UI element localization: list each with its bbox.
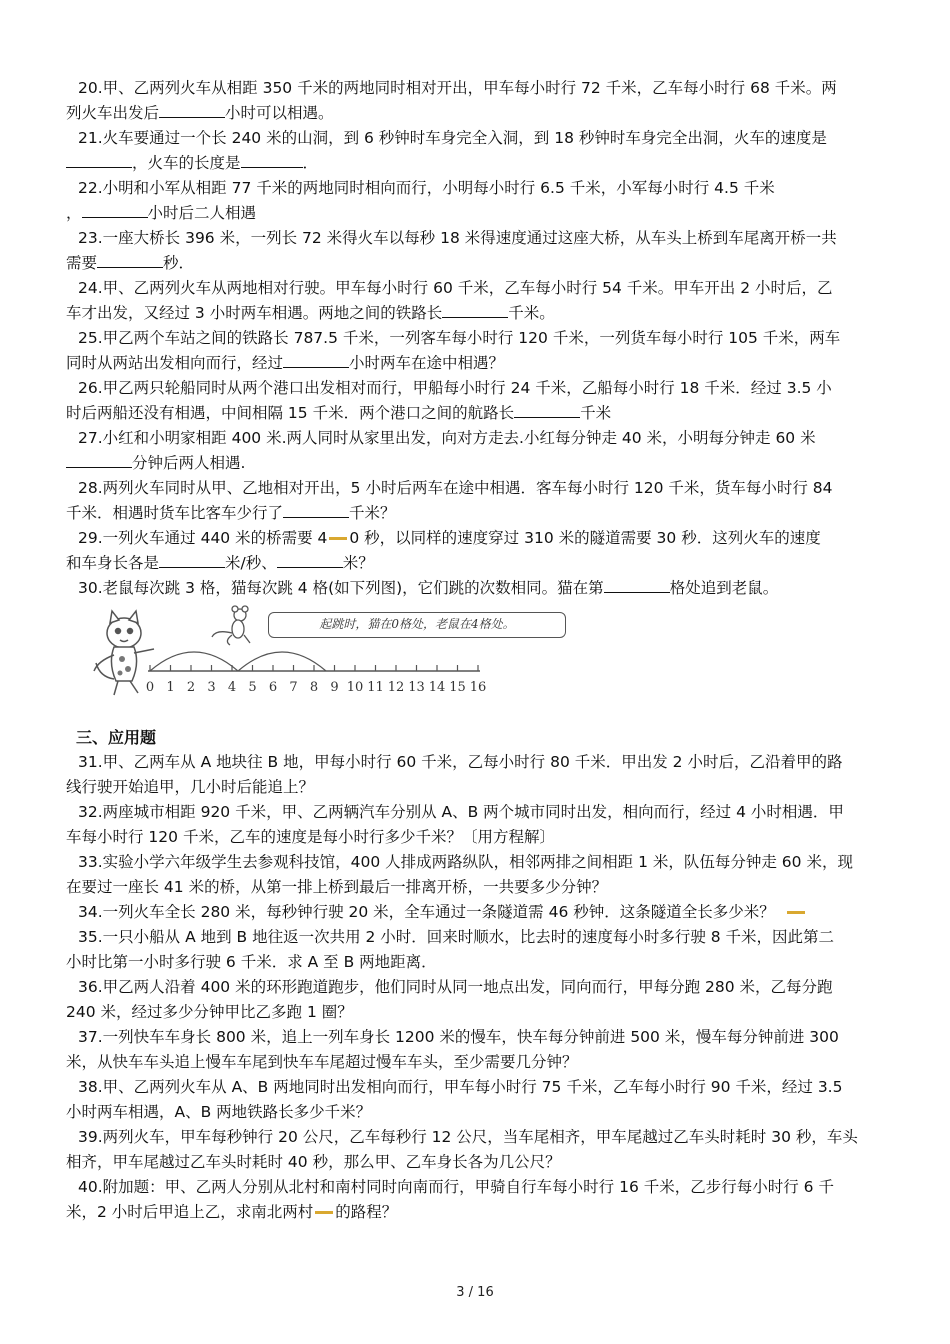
tick-label: 2 (186, 680, 196, 695)
question-21: 21.火车要通过一个长 240 米的山洞，到 6 秒钟时车身完全入洞，到 18 秒钟时车身完全出洞，火车的速度是 ，火车的长度是 ． (66, 126, 886, 176)
question-24: 24.甲、乙两列火车从两地相对行驶。甲车每小时行 60 千米，乙车每小时行 54 千米。甲车开出 2 小时后，乙 车才出发，又经过 3 小时两车相遇。两地之间的铁路长 千米。 (66, 279, 833, 322)
question-38: 38.甲、乙两列火车从 A、B 两地同时出发相向而行，甲车每小时行 75 千米，乙车每小时行 90 千米，经过 3.5 小时两车相遇，A、B 两地铁路长多少千米？ (66, 1078, 843, 1121)
highlight-mark (787, 911, 805, 914)
tick-label: 15 (449, 680, 466, 695)
question-37: 37.一列快车车身长 800 米，追上一列车身长 1200 米的慢车，快车每分钟前进 500 米，慢车每分钟前进 300 米，从快车车头追上慢车车尾到快车车尾超过慢车车头，至少需要几分钟？ (66, 1028, 839, 1071)
section-title: 三、应用题 (76, 728, 157, 747)
jump-arcs (150, 652, 326, 671)
answer-blank[interactable] (66, 152, 132, 168)
tick-label: 16 (469, 680, 487, 695)
number-line-labels (146, 680, 486, 695)
tick-label: 5 (248, 680, 257, 695)
answer-blank[interactable] (442, 302, 508, 318)
tick-label: 6 (268, 680, 278, 695)
answer-blank[interactable] (97, 252, 163, 268)
question-25: 25.甲乙两个车站之间的铁路长 787.5 千米，一列客车每小时行 120 千米，一列货车每小时行 105 千米，两车 同时从两站出发相向而行，经过 小时两车在途中相遇？ (66, 329, 841, 372)
highlight-mark (329, 537, 347, 540)
mouse-illustration (212, 606, 250, 645)
answer-blank[interactable] (604, 577, 670, 593)
question-30: 30.老鼠每次跳 3 格，猫每次跳 4 格(如下列图)，它们跳的次数相同。猫在第 格处追到老鼠。 (78, 579, 779, 597)
page-number: 3 / 16 (456, 1285, 494, 1300)
question-26: 26.甲乙两只轮船同时从两个港口出发相对而行，甲船每小时行 24 千米，乙船每小时行 18 千米．经过 3.5 小 时后两船还没有相遇，中间相隔 15 千米．两个港口之间的航路长 千米 (66, 379, 832, 422)
answer-blank[interactable] (514, 402, 580, 418)
answer-blank[interactable] (277, 552, 343, 568)
answer-blank[interactable] (159, 102, 225, 118)
tick-label: 13 (408, 680, 425, 695)
tick-label: 11 (367, 680, 384, 695)
tick-label: 4 (227, 680, 237, 695)
tick-label: 7 (289, 680, 298, 695)
tick-label: 8 (309, 680, 319, 695)
question-28: 28.两列火车同时从甲、乙地相对开出，5 小时后两车在途中相遇．客车每小时行 120 千米，货车每小时行 84 千米．相遇时货车比客车少行了 千米？ (66, 479, 833, 522)
tick-label: 10 (346, 680, 364, 695)
question-31: 31.甲、乙两车从 A 地块往 B 地，甲每小时行 60 千米，乙每小时行 80 千米．甲出发 2 小时后，乙沿着甲的路 线行驶开始追甲，几小时后能追上？ (66, 753, 843, 796)
question-20: 20.甲、乙两列火车从相距 350 千米的两地同时相对开出，甲车每小时行 72 千米，乙车每小时行 68 千米。两 列火车出发后 小时可以相遇。 (66, 79, 837, 122)
question-32: 32.两座城市相距 920 千米，甲、乙两辆汽车分别从 A、B 两个城市同时出发，相向而行，经过 4 小时相遇．甲 车每小时行 120 千米，乙车的速度是每小时行多少千米？〔用方程解〕 (66, 803, 844, 846)
question-35: 35.一只小船从 A 地到 B 地往返一次共用 2 小时．回来时顺水，比去时的速度每小时多行驶 8 千米，因此第二 小时比第一小时多行驶 6 千米．求 A 至 B 两地距离． (66, 928, 835, 971)
highlight-mark (315, 1211, 333, 1214)
question-33: 33.实验小学六年级学生去参观科技馆，400 人排成两路纵队，相邻两排之间相距 1 米，队伍每分钟走 60 米，现 在要过一座长 41 米的桥，从第一排上桥到最后一排离开桥，一共要多少分钟？ (66, 853, 853, 896)
tick-label: 9 (330, 680, 339, 695)
answer-blank[interactable] (66, 452, 132, 468)
answer-blank[interactable] (82, 202, 148, 218)
question-39: 39.两列火车，甲车每秒钟行 20 公尺，乙车每秒行 12 公尺，当车尾相齐，甲车尾越过乙车头时耗时 30 秒，车头 相齐，甲车尾越过乙车头时耗时 40 秒，那么甲、乙车身长各为几公尺？ (66, 1128, 858, 1171)
answer-blank[interactable] (283, 502, 349, 518)
tick-label: 14 (428, 680, 446, 695)
question-23: 23.一座大桥长 396 米，一列长 72 米得火车以每秒 18 米得速度通过这座大桥，从车头上桥到车尾离开桥一共 需要 秒． (66, 229, 837, 272)
figure-callout: 起跳时，猫在0格处，老鼠在4格处。 (268, 612, 566, 638)
answer-blank[interactable] (283, 352, 349, 368)
question-22: 22.小明和小军从相距 77 千米的两地同时相向而行，小明每小时行 6.5 千米，小军每小时行 4.5 千米 ， 小时后二人相遇 (66, 179, 775, 222)
question-27: 27.小红和小明家相距 400 米.两人同时从家里出发，向对方走去.小红每分钟走 40 米，小明每分钟走 60 米 分钟后两人相遇. (66, 426, 886, 476)
question-34: 34.一列火车全长 280 米，每秒钟行驶 20 米，全车通过一条隧道需 46 秒钟．这条隧道全长多少米？ (66, 900, 886, 925)
answer-blank[interactable] (159, 552, 225, 568)
tick-label: 0 (145, 680, 155, 695)
question-29: 29.一列火车通过 440 米的桥需要 4 0 秒，以同样的速度穿过 310 米的隧道需要 30 秒．这列火车的速度 和车身长各是 米/秒、 米？ (66, 529, 821, 572)
tick-label: 3 (207, 680, 216, 695)
tick-label: 1 (166, 680, 175, 695)
question-40: 40.附加题：甲、乙两人分别从北村和南村同时向南而行，甲骑自行车每小时行 16 千米，乙步行每小时行 6 千 米，2 小时后甲追上乙，求南北两村 的路程？ (66, 1178, 834, 1221)
answer-blank[interactable] (241, 152, 303, 168)
number-line-ticks (150, 665, 478, 671)
tick-label: 12 (387, 680, 405, 695)
question-36: 36.甲乙两人沿着 400 米的环形跑道跑步，他们同时从同一地点出发，同向而行，甲每分跑 280 米，乙每分跑 240 米，经过多少分钟甲比乙多跑 1 圈？ (66, 978, 833, 1021)
